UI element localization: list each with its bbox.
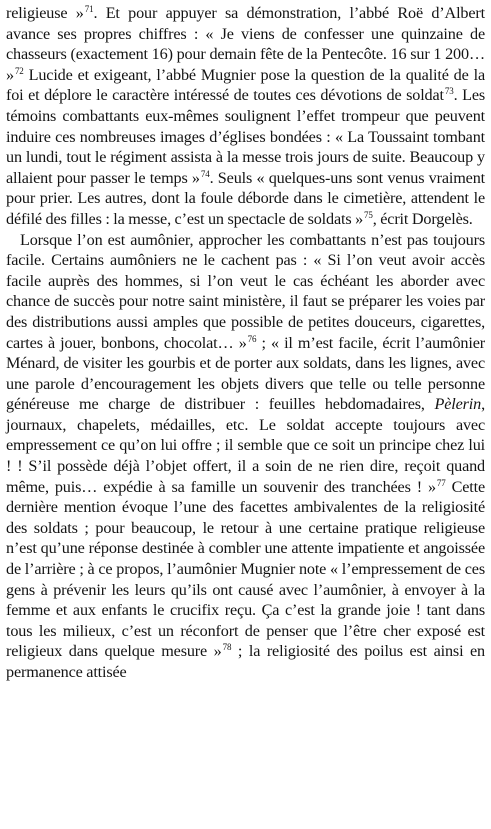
italic-title: Pèlerin — [434, 395, 482, 414]
text-run: , journaux, chapelets, médailles, etc. Le soldat accepte toujours avec empressement ce qu’on lui offre ; il semble que ce soit un principe chez lui ! ! S’il possède déjà l’objet offert, il a soin de ne rien dire, reçoit quand même, puis… expédie à sa famille un souvenir des tranchées ! » — [6, 395, 485, 496]
text-run: . Seuls « quelques-uns sont venus vraiment pour prier. Les autres, dont la foule déborde dans le cimetière, attendent le défilé des filles : la messe, c’est un spectacle de soldats » — [6, 168, 486, 228]
footnote-ref: 78 — [222, 642, 232, 653]
text-run: . Et pour appuyer sa démonstration, l’abbé Roë d’Albert avance ses propres chiffres : « Je viens de confesser une quinzaine de chasseurs (exactement 16) pour demain fête de la Pentecôte. 16 sur 1 200… » — [6, 4, 486, 84]
text-run: ; la religiosité des poilus est ainsi en permanence attisée — [6, 642, 485, 681]
text-run: , écrit Dorgelès. — [372, 209, 473, 228]
footnote-ref: 77 — [436, 477, 446, 488]
footnote-ref: 76 — [247, 333, 257, 344]
footnote-ref: 72 — [14, 65, 24, 76]
text-run: religieuse » — [6, 4, 84, 22]
paragraph-1 — [6, 3, 485, 230]
text-run: Lorsque l’on est aumônier, approcher les combattants n’est pas toujours facile. Certains aumôniers ne le cachent pas : « Si l’on veut avoir accès facile auprès des hommes, si l’on veut le cas échéant les aborder avec chance de succès pour notre saint ministère, il faut se préparer les voies par des distributions aussi amples que possible de petites douceurs, cigarettes, cartes à jouer, bonbons, chocolat… » — [6, 230, 485, 352]
text-run: Cette dernière mention évoque l’une des facettes ambivalentes de la religiosité des soldats ; pour beaucoup, le retour à une certaine pratique religieuse n’est qu’une réponse destinée à combler une attente impatiente et angoissée de l’arrière ; à ce propos, l’aumônier Mugnier note « l’empressement de ces gens à prévenir les leurs qu’ils ont causé avec l’aumônier, à envoyer à la femme et aux enfants le crucifix reçu. Ça c’est la grande joie ! tant dans tous les milieux, c’est un réconfort de penser que l’être cher exposé est religieux dans quelque mesure » — [6, 477, 485, 661]
footnote-ref: 73 — [444, 86, 454, 97]
paragraph-2 — [6, 230, 485, 683]
text-run: Lucide et exigeant, l’abbé Mugnier pose la question de la qualité de la foi et déplore le caractère intéressé de toutes ces dévotions de soldat — [6, 65, 485, 105]
footnote-ref: 75 — [364, 209, 373, 220]
text-run: ; « il m’est facile, écrit l’aumônier Ménard, de visiter les gourbis et de porter aux soldats, dans les lignes, avec une parole d’encouragement les objets divers que telle ou telle personne généreuse me charge de distribuer : feuilles hebdomadaires, — [6, 333, 485, 414]
footnote-ref: 71 — [84, 4, 94, 14]
footnote-ref: 74 — [200, 168, 210, 179]
text-run: . Les témoins combattants eux-mêmes soulignent l’effet trompeur que peuvent induire ces nombreuses images d’églises bondées : « La Toussaint tombant un lundi, tout le régiment assista à la messe trois jours de suite. Beaucoup y allaient pour passer le temps » — [6, 86, 486, 187]
